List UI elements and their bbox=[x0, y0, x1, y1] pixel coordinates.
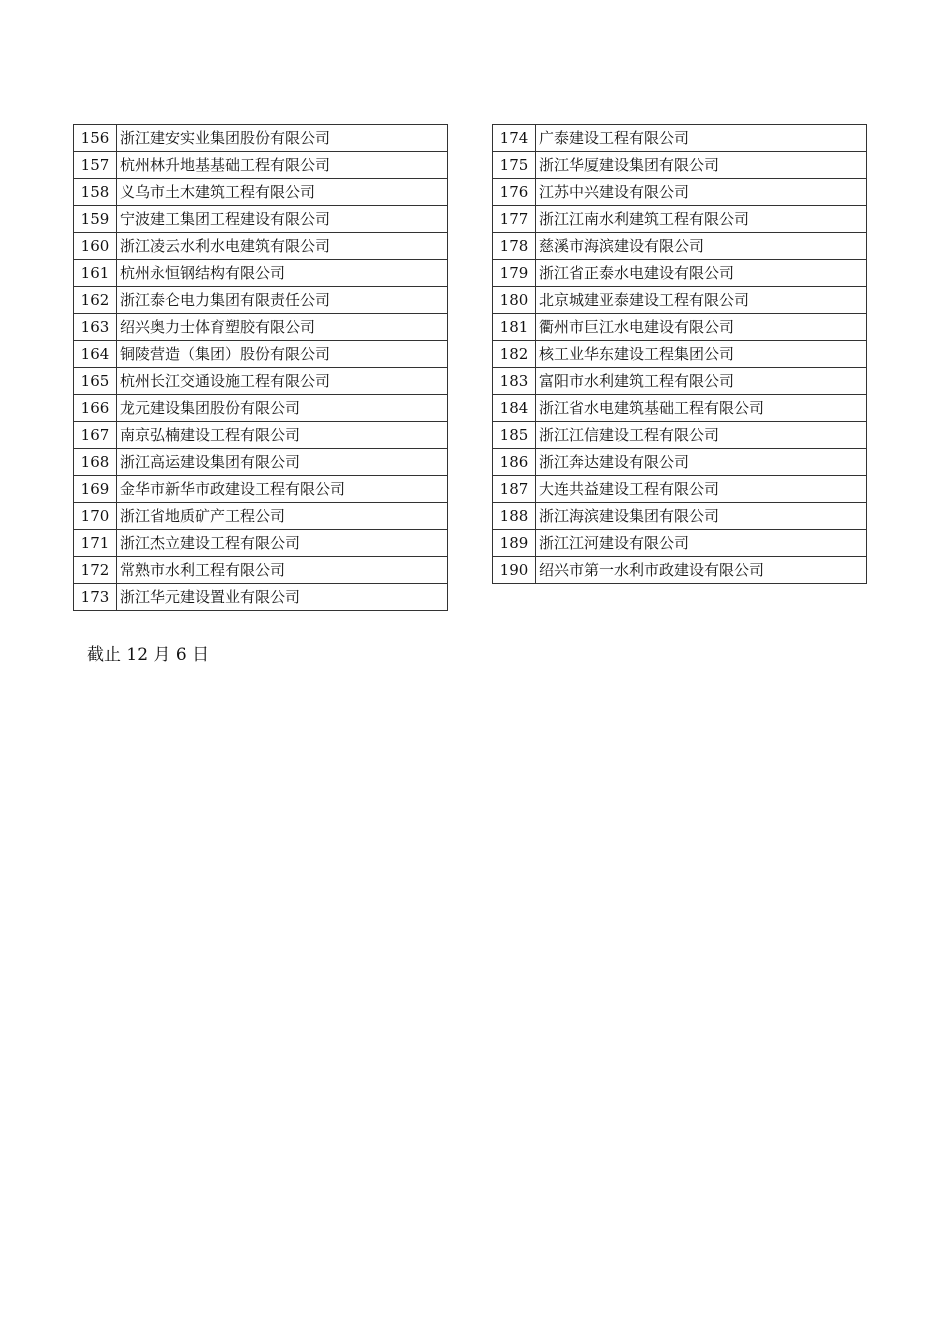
company-name: 浙江高运建设集团有限公司 bbox=[117, 449, 448, 476]
company-name: 常熟市水利工程有限公司 bbox=[117, 557, 448, 584]
company-name: 杭州长江交通设施工程有限公司 bbox=[117, 368, 448, 395]
table-row bbox=[493, 557, 867, 584]
row-number: 182 bbox=[493, 341, 536, 368]
row-number: 177 bbox=[493, 206, 536, 233]
table-row bbox=[493, 530, 867, 557]
row-number: 159 bbox=[74, 206, 117, 233]
row-number: 165 bbox=[74, 368, 117, 395]
company-name: 浙江泰仑电力集团有限责任公司 bbox=[117, 287, 448, 314]
company-table-left-body bbox=[74, 125, 448, 611]
table-row bbox=[74, 233, 448, 260]
row-number: 188 bbox=[493, 503, 536, 530]
table-row bbox=[74, 341, 448, 368]
table-row bbox=[493, 125, 867, 152]
company-name: 杭州林升地基基础工程有限公司 bbox=[117, 152, 448, 179]
company-name: 江苏中兴建设有限公司 bbox=[536, 179, 867, 206]
row-number: 181 bbox=[493, 314, 536, 341]
company-name: 浙江江信建设工程有限公司 bbox=[536, 422, 867, 449]
table-row bbox=[74, 179, 448, 206]
table-row bbox=[493, 260, 867, 287]
company-name: 浙江江河建设有限公司 bbox=[536, 530, 867, 557]
company-name: 核工业华东建设工程集团公司 bbox=[536, 341, 867, 368]
table-row bbox=[493, 422, 867, 449]
table-row bbox=[74, 476, 448, 503]
row-number: 178 bbox=[493, 233, 536, 260]
table-row bbox=[493, 368, 867, 395]
company-name: 金华市新华市政建设工程有限公司 bbox=[117, 476, 448, 503]
company-name: 北京城建亚泰建设工程有限公司 bbox=[536, 287, 867, 314]
row-number: 184 bbox=[493, 395, 536, 422]
row-number: 163 bbox=[74, 314, 117, 341]
row-number: 186 bbox=[493, 449, 536, 476]
row-number: 176 bbox=[493, 179, 536, 206]
company-name: 浙江江南水利建筑工程有限公司 bbox=[536, 206, 867, 233]
table-row bbox=[493, 314, 867, 341]
company-name: 杭州永恒钢结构有限公司 bbox=[117, 260, 448, 287]
row-number: 174 bbox=[493, 125, 536, 152]
row-number: 175 bbox=[493, 152, 536, 179]
row-number: 157 bbox=[74, 152, 117, 179]
company-name: 浙江杰立建设工程有限公司 bbox=[117, 530, 448, 557]
table-row bbox=[493, 206, 867, 233]
company-name: 浙江奔达建设有限公司 bbox=[536, 449, 867, 476]
row-number: 187 bbox=[493, 476, 536, 503]
table-row bbox=[74, 260, 448, 287]
table-row bbox=[74, 152, 448, 179]
table-row bbox=[74, 422, 448, 449]
row-number: 183 bbox=[493, 368, 536, 395]
table-row bbox=[74, 395, 448, 422]
table-row bbox=[74, 287, 448, 314]
row-number: 189 bbox=[493, 530, 536, 557]
table-row bbox=[74, 557, 448, 584]
company-table-left bbox=[73, 124, 448, 611]
company-name: 南京弘楠建设工程有限公司 bbox=[117, 422, 448, 449]
row-number: 179 bbox=[493, 260, 536, 287]
row-number: 190 bbox=[493, 557, 536, 584]
table-row bbox=[74, 449, 448, 476]
row-number: 156 bbox=[74, 125, 117, 152]
row-number: 185 bbox=[493, 422, 536, 449]
company-name: 铜陵营造（集团）股份有限公司 bbox=[117, 341, 448, 368]
company-name: 浙江省地质矿产工程公司 bbox=[117, 503, 448, 530]
table-row bbox=[493, 395, 867, 422]
company-name: 慈溪市海滨建设有限公司 bbox=[536, 233, 867, 260]
row-number: 169 bbox=[74, 476, 117, 503]
company-table-right bbox=[492, 124, 867, 584]
row-number: 162 bbox=[74, 287, 117, 314]
company-name: 龙元建设集团股份有限公司 bbox=[117, 395, 448, 422]
company-name: 绍兴市第一水利市政建设有限公司 bbox=[536, 557, 867, 584]
table-row bbox=[493, 152, 867, 179]
table-row bbox=[74, 584, 448, 611]
table-row bbox=[493, 179, 867, 206]
company-name: 大连共益建设工程有限公司 bbox=[536, 476, 867, 503]
company-name: 浙江省水电建筑基础工程有限公司 bbox=[536, 395, 867, 422]
table-row bbox=[493, 476, 867, 503]
table-row bbox=[74, 368, 448, 395]
table-row bbox=[74, 314, 448, 341]
company-name: 富阳市水利建筑工程有限公司 bbox=[536, 368, 867, 395]
row-number: 167 bbox=[74, 422, 117, 449]
table-row bbox=[74, 206, 448, 233]
row-number: 170 bbox=[74, 503, 117, 530]
date-footnote: 截止 12 月 6 日 bbox=[87, 645, 210, 665]
table-row bbox=[493, 449, 867, 476]
row-number: 171 bbox=[74, 530, 117, 557]
company-name: 浙江建安实业集团股份有限公司 bbox=[117, 125, 448, 152]
company-name: 绍兴奥力士体育塑胶有限公司 bbox=[117, 314, 448, 341]
company-name: 浙江华厦建设集团有限公司 bbox=[536, 152, 867, 179]
row-number: 164 bbox=[74, 341, 117, 368]
row-number: 161 bbox=[74, 260, 117, 287]
company-name: 浙江省正泰水电建设有限公司 bbox=[536, 260, 867, 287]
table-row bbox=[493, 503, 867, 530]
row-number: 168 bbox=[74, 449, 117, 476]
table-row bbox=[74, 503, 448, 530]
table-row bbox=[74, 530, 448, 557]
company-name: 浙江海滨建设集团有限公司 bbox=[536, 503, 867, 530]
row-number: 180 bbox=[493, 287, 536, 314]
table-row bbox=[493, 287, 867, 314]
table-row bbox=[493, 233, 867, 260]
row-number: 173 bbox=[74, 584, 117, 611]
row-number: 160 bbox=[74, 233, 117, 260]
table-row bbox=[493, 341, 867, 368]
company-name: 浙江华元建设置业有限公司 bbox=[117, 584, 448, 611]
row-number: 166 bbox=[74, 395, 117, 422]
company-name: 浙江凌云水利水电建筑有限公司 bbox=[117, 233, 448, 260]
row-number: 172 bbox=[74, 557, 117, 584]
company-name: 衢州市巨江水电建设有限公司 bbox=[536, 314, 867, 341]
company-name: 义乌市土木建筑工程有限公司 bbox=[117, 179, 448, 206]
row-number: 158 bbox=[74, 179, 117, 206]
company-name: 宁波建工集团工程建设有限公司 bbox=[117, 206, 448, 233]
company-name: 广泰建设工程有限公司 bbox=[536, 125, 867, 152]
table-row bbox=[74, 125, 448, 152]
company-table-right-body bbox=[493, 125, 867, 584]
